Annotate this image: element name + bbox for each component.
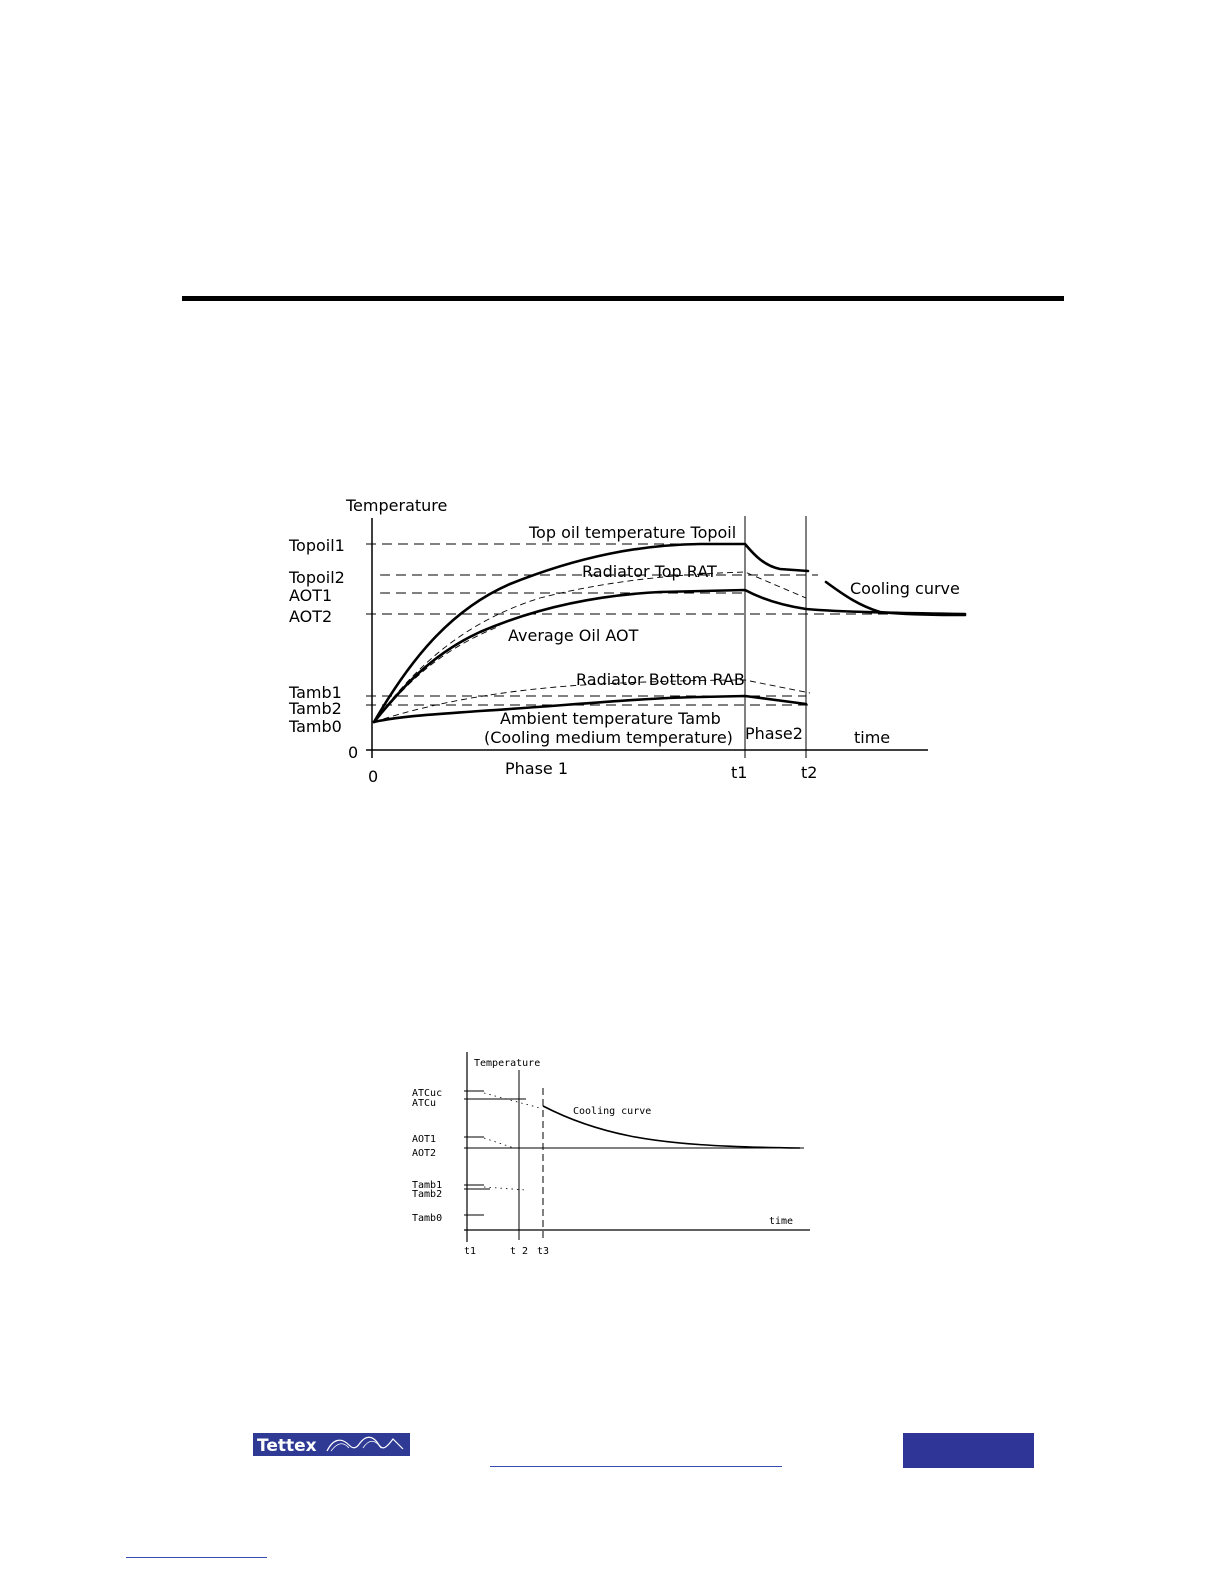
bottom-link-underline[interactable] [126, 1557, 267, 1558]
fig2-tick-label-t2: t 2 [510, 1246, 529, 1257]
fig1-level-label-aot2: AOT2 [289, 607, 333, 626]
fig1-label-ambient-2: (Cooling medium temperature) [484, 728, 733, 747]
fig2-level-label-aot1: AOT1 [412, 1134, 437, 1145]
fig1-level-label-zero: 0 [348, 743, 359, 762]
fig2-dot-atcuc [484, 1093, 540, 1108]
fig1-label-phase1: Phase 1 [505, 759, 569, 778]
fig1-y-axis-title: Temperature [346, 496, 448, 515]
fig1-level-label-tamb2: Tamb2 [289, 699, 342, 718]
logo-wave-icon [253, 1433, 410, 1456]
fig2-level-label-tamb1: Tamb1 [412, 1180, 443, 1191]
fig1-label-cooling: Cooling curve [850, 579, 960, 598]
fig2-dot-aot1 [484, 1138, 514, 1148]
fig1-level-label-aot1: AOT1 [289, 586, 333, 605]
fig2-label-cooling: Cooling curve [573, 1106, 652, 1117]
fig2-level-label-atcuc: ATCuc [412, 1088, 443, 1099]
fig1-label-radiator-top: Radiator Top RAT [582, 562, 717, 581]
fig1-label-phase2: Phase2 [745, 724, 803, 743]
footer-brand-box [903, 1433, 1034, 1468]
fig2-y-axis-title: Temperature [474, 1058, 541, 1069]
fig1-level-label-topoil1: Topoil1 [289, 536, 345, 555]
logo-text: Tettex [257, 1436, 317, 1456]
fig2-tick-label-t3: t3 [537, 1246, 550, 1257]
fig1-label-ambient-1: Ambient temperature Tamb [500, 709, 721, 728]
fig2-tick-label-t1: t1 [464, 1246, 477, 1257]
fig1-level-label-tamb0: Tamb0 [289, 717, 342, 736]
fig2-x-axis-title: time [769, 1216, 794, 1227]
fig1-level-label-tamb1: Tamb1 [289, 683, 342, 702]
fig2-level-label-tamb0: Tamb0 [412, 1213, 443, 1224]
fig1-tick-label-0: 0 [368, 767, 379, 786]
fig2-level-label-atcu: ATCu [412, 1098, 437, 1109]
fig1-tick-label-t1: t1 [731, 763, 748, 782]
footer-link-underline[interactable] [490, 1466, 782, 1467]
fig2-level-label-tamb2: Tamb2 [412, 1189, 443, 1200]
fig1-level-label-topoil2: Topoil2 [289, 568, 345, 587]
fig1-tick-label-t2: t2 [801, 763, 818, 782]
fig1-label-average-oil: Average Oil AOT [508, 626, 639, 645]
fig1-label-top-oil: Top oil temperature Topoil [529, 523, 737, 542]
fig2-level-label-aot2: AOT2 [412, 1148, 437, 1159]
company-logo [253, 1433, 410, 1456]
fig2-dot-tamb [484, 1187, 526, 1190]
fig1-avg-oil-dash [374, 626, 500, 722]
fig1-x-axis-title: time [854, 728, 891, 747]
fig1-radiator-top-curve [374, 572, 806, 722]
fig1-label-radiator-bottom: Radiator Bottom RAB [576, 670, 745, 689]
